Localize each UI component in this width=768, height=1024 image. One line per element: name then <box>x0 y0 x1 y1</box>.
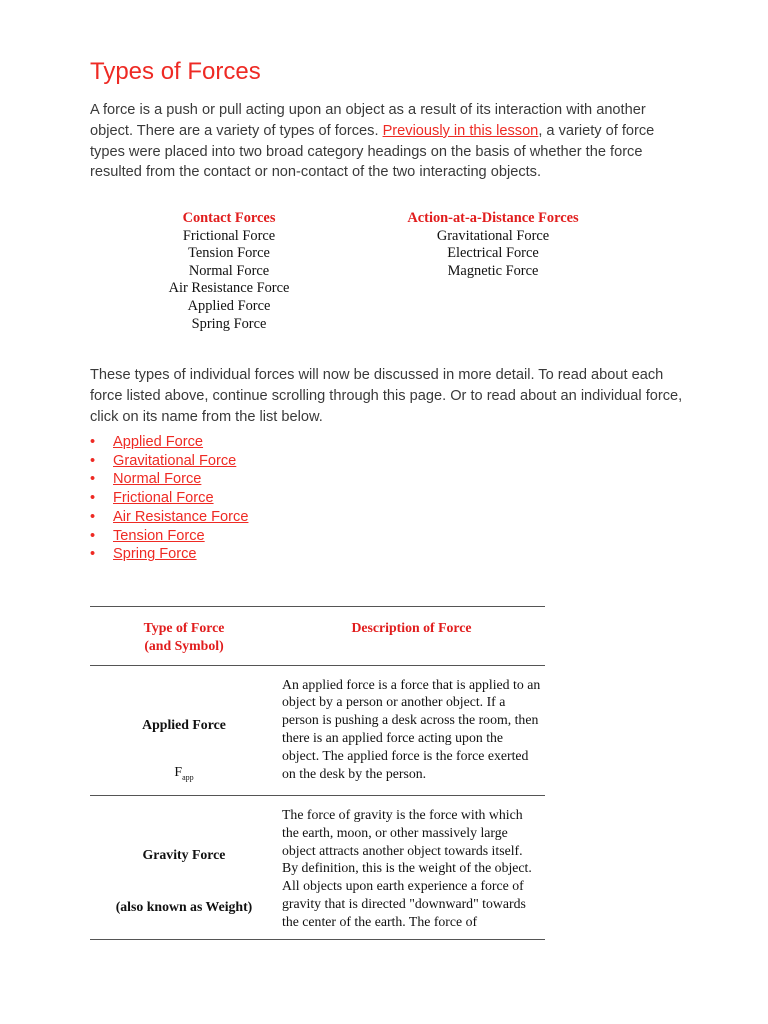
previous-lesson-link[interactable]: Previously in this lesson <box>382 122 539 139</box>
contact-force-item: Air Resistance Force <box>168 280 290 297</box>
action-at-distance-column <box>383 210 603 280</box>
force-name-cell <box>90 795 278 939</box>
type-header-line2: (and Symbol) <box>144 637 224 653</box>
table-header-row <box>90 607 545 666</box>
contact-force-item: Applied Force <box>187 297 271 314</box>
force-symbol-sub: app <box>182 773 194 783</box>
applied-force-link[interactable]: Applied Force <box>113 434 204 450</box>
spring-force-link[interactable]: Spring Force <box>113 546 197 563</box>
action-force-item: Magnetic Force <box>447 262 539 279</box>
type-column-header <box>90 607 278 666</box>
contact-forces-heading: Contact Forces <box>182 210 276 226</box>
list-item <box>90 545 248 564</box>
force-symbol-main: F <box>174 764 183 780</box>
frictional-force-link[interactable]: Frictional Force <box>113 490 214 507</box>
force-aka: (also known as Weight) <box>115 898 253 914</box>
contact-forces-column <box>129 210 329 333</box>
force-link-list <box>90 433 248 564</box>
action-force-item: Gravitational Force <box>436 227 550 244</box>
table-row <box>90 665 545 795</box>
list-item <box>90 489 248 508</box>
details-paragraph: These types of individual forces will now be discussed in more detail. To read about each force listed above, continue scrolling through this page. Or to read about an individual force, click on its name from the list below. <box>90 367 683 425</box>
force-symbol <box>94 763 274 787</box>
page-title: Types of Forces <box>90 58 261 85</box>
air-resistance-force-link[interactable]: Air Resistance Force <box>113 508 249 525</box>
list-item <box>90 527 248 546</box>
force-description: The force of gravity is the force with which the earth, moon, or other massively large object attracts another object towards itself. By definition, this is the weight of the object. All objects upon earth experience a force of gravity that is directed "downward" towards the center of the earth. The force of <box>278 795 545 939</box>
intro-text-after: , a variety of force types were placed into two broad category headings on the basis of whether the force resulted from the contact or non-contact of the two interacting objects. <box>90 122 655 181</box>
contact-force-item: Tension Force <box>188 245 270 262</box>
list-item <box>90 470 248 489</box>
type-header-line1: Type of Force <box>143 620 225 635</box>
contact-force-item: Frictional Force <box>182 227 276 244</box>
intro-paragraph <box>90 100 690 183</box>
list-item <box>90 433 248 452</box>
contact-force-item: Normal Force <box>188 262 270 279</box>
intro-text-before: A force is a push or pull acting upon an object as a result of its interaction with another object. There are a variety of types of forces. <box>90 102 646 139</box>
table-row <box>90 795 545 939</box>
tension-force-link[interactable]: Tension Force <box>113 527 205 544</box>
contact-force-item: Spring Force <box>191 315 267 332</box>
force-name: Applied Force <box>142 716 226 732</box>
force-types-table <box>90 606 545 940</box>
list-item <box>90 452 248 471</box>
list-item <box>90 508 248 527</box>
normal-force-link[interactable]: Normal Force <box>113 471 202 488</box>
force-name-cell <box>90 665 278 795</box>
description-column-header: Description of Force <box>278 607 545 666</box>
force-name: Gravity Force <box>142 846 226 862</box>
action-at-distance-heading: Action-at-a-Distance Forces <box>407 210 579 226</box>
gravitational-force-link[interactable]: Gravitational Force <box>113 452 237 469</box>
action-force-item: Electrical Force <box>447 245 539 262</box>
force-description: An applied force is a force that is applied to an object by a person or another object. If a person is pushing a desk across the room, then there is an applied force acting upon the object. The applied force is the force exerted on the desk by the person. <box>278 665 545 795</box>
